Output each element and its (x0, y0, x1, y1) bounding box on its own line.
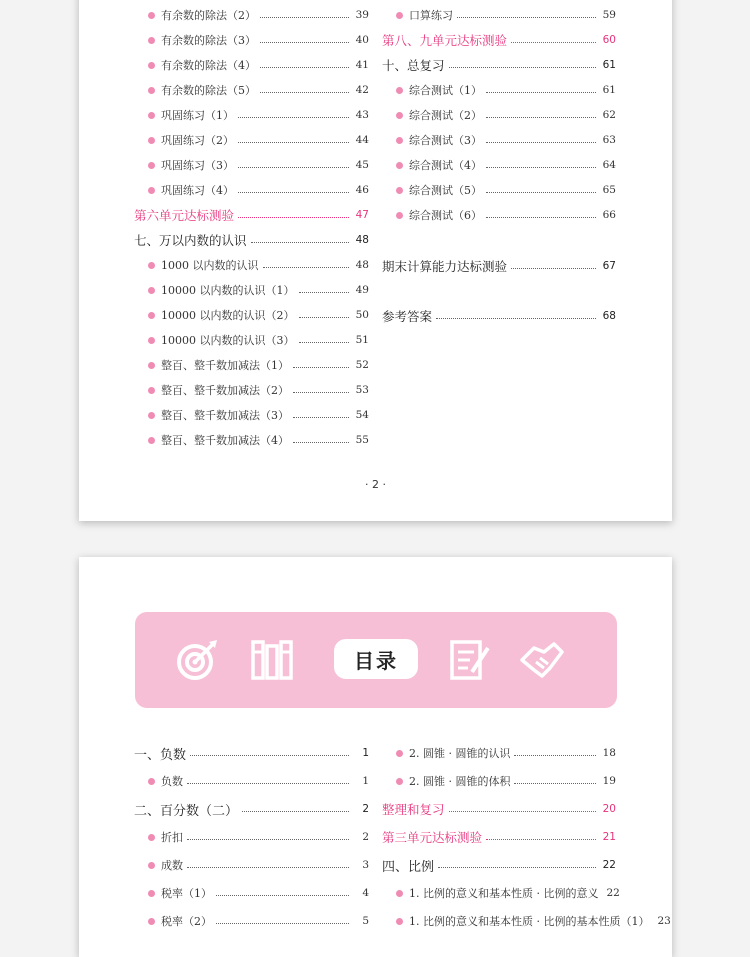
toc-entry-label: 十、总复习 (382, 58, 445, 73)
toc-entry-page: 62 (602, 109, 616, 121)
toc-entry-page: 3 (362, 859, 369, 871)
toc-entry-page: 43 (355, 109, 369, 121)
bullet-dot-icon (148, 12, 155, 19)
toc-entry[interactable] (134, 105, 369, 125)
dot-leader (486, 92, 596, 93)
toc-entry-page: 67 (602, 260, 616, 272)
toc-banner (135, 612, 617, 708)
toc-entry-label: 综合测试（4） (409, 159, 482, 172)
toc-entry-label: 第三单元达标测验 (382, 830, 483, 845)
dot-leader (251, 242, 349, 243)
toc-left-column (134, 743, 369, 943)
bullet-dot-icon (148, 337, 155, 344)
page-number: · 2 · (365, 478, 386, 491)
toc-entry-page: 1 (362, 747, 369, 759)
toc-entry-label: 1. 比例的意义和基本性质 · 比例的意义 (409, 887, 599, 900)
toc-entry-label: 二、百分数（二） (134, 803, 239, 819)
toc-entry-label: 巩固练习（1） (161, 109, 234, 122)
dot-leader (293, 392, 349, 393)
toc-entry-label: 10000 以内数的认识（2） (161, 309, 295, 322)
toc-entry-page: 2 (362, 831, 369, 843)
dot-leader (263, 267, 350, 268)
dot-leader (449, 811, 596, 812)
bullet-dot-icon (148, 437, 155, 444)
toc-entry[interactable] (134, 5, 369, 25)
toc-entry-label: 四、比例 (382, 859, 435, 875)
toc-entry-label: 参考答案 (382, 309, 433, 324)
toc-entry-page: 20 (602, 803, 616, 815)
bullet-dot-icon (396, 890, 403, 897)
dot-leader (299, 317, 350, 318)
toc-entry-label: 有余数的除法（2） (161, 9, 256, 22)
toc-entry[interactable] (382, 743, 616, 763)
toc-entry[interactable] (382, 799, 616, 819)
dot-leader (511, 42, 596, 43)
toc-entry-page: 22 (606, 887, 620, 899)
toc-entry[interactable] (382, 55, 616, 75)
toc-entry-page: 23 (657, 915, 671, 927)
toc-entry-page: 45 (355, 159, 369, 171)
dot-leader (260, 17, 349, 18)
toc-entry[interactable] (134, 911, 369, 931)
toc-entry-page: 52 (355, 359, 369, 371)
toc-entry-label: 一、负数 (134, 747, 187, 763)
handshake-icon (520, 638, 564, 682)
toc-entry[interactable] (382, 911, 671, 931)
books-icon (250, 638, 294, 682)
toc-entry-label: 七、万以内数的认识 (134, 233, 247, 248)
toc-entry-page: 55 (355, 434, 369, 446)
bullet-dot-icon (148, 890, 155, 897)
toc-entry[interactable] (134, 280, 369, 300)
toc-left-column (134, 5, 369, 465)
dot-leader (457, 17, 596, 18)
dot-leader (299, 292, 350, 293)
toc-entry-page: 42 (355, 84, 369, 96)
toc-entry[interactable] (134, 405, 369, 425)
toc-entry-label: 巩固练习（3） (161, 159, 234, 172)
toc-entry-page: 5 (362, 915, 369, 927)
toc-entry-page: 54 (355, 409, 369, 421)
toc-entry-label: 整理和复习 (382, 802, 445, 817)
bullet-dot-icon (148, 778, 155, 785)
toc-entry-page: 60 (602, 34, 616, 46)
toc-entry[interactable] (134, 355, 369, 375)
bullet-dot-icon (396, 137, 403, 144)
toc-entry[interactable] (382, 180, 616, 200)
toc-entry[interactable] (382, 771, 616, 791)
toc-entry[interactable] (134, 855, 369, 875)
dot-leader (293, 417, 349, 418)
toc-entry-page: 4 (362, 887, 369, 899)
toc-entry-label: 第六单元达标测验 (134, 208, 235, 223)
toc-entry[interactable] (382, 5, 616, 25)
toc-entry-page: 51 (355, 334, 369, 346)
bullet-dot-icon (148, 37, 155, 44)
dot-leader (238, 167, 349, 168)
toc-entry[interactable] (134, 430, 369, 450)
toc-entry-page: 47 (355, 209, 369, 221)
dot-leader (260, 92, 349, 93)
bullet-dot-icon (148, 162, 155, 169)
toc-entry[interactable] (134, 380, 369, 400)
target-icon (175, 638, 219, 682)
toc-entry[interactable] (134, 799, 369, 819)
toc-entry[interactable] (134, 55, 369, 75)
dot-leader (486, 117, 596, 118)
toc-entry[interactable] (382, 155, 616, 175)
toc-entry[interactable] (382, 883, 620, 903)
dot-leader (190, 755, 349, 756)
toc-entry-label: 成数 (161, 859, 183, 872)
toc-entry-label: 第八、九单元达标测验 (382, 33, 508, 48)
toc-entry-label: 2. 圆锥 · 圆锥的认识 (409, 747, 511, 760)
dot-leader (486, 217, 596, 218)
dot-leader (486, 192, 596, 193)
bullet-dot-icon (148, 187, 155, 194)
dot-leader (486, 167, 596, 168)
bullet-dot-icon (148, 87, 155, 94)
bullet-dot-icon (148, 312, 155, 319)
dot-leader (187, 839, 349, 840)
dot-leader (260, 42, 349, 43)
toc-entry[interactable] (382, 306, 616, 326)
dot-leader (187, 867, 349, 868)
bullet-dot-icon (396, 750, 403, 757)
bullet-dot-icon (148, 362, 155, 369)
toc-entry[interactable] (382, 80, 616, 100)
toc-entry-page: 59 (602, 9, 616, 21)
toc-entry-page: 21 (602, 831, 616, 843)
toc-entry-label: 10000 以内数的认识（3） (161, 334, 295, 347)
dot-leader (238, 142, 349, 143)
toc-right-column (382, 5, 616, 335)
toc-page-1 (79, 557, 672, 957)
dot-leader (242, 811, 349, 812)
dot-leader (238, 192, 349, 193)
toc-entry-label: 有余数的除法（4） (161, 59, 256, 72)
dot-leader (299, 342, 350, 343)
toc-entry-page: 41 (355, 59, 369, 71)
toc-entry-page: 22 (602, 859, 616, 871)
toc-entry-label: 整百、整千数加减法（2） (161, 384, 289, 397)
toc-entry-page: 68 (602, 310, 616, 322)
toc-entry-page: 2 (362, 803, 369, 815)
bullet-dot-icon (148, 62, 155, 69)
toc-entry-label: 税率（1） (161, 887, 212, 900)
toc-entry-label: 整百、整千数加减法（1） (161, 359, 289, 372)
toc-entry[interactable] (134, 827, 369, 847)
dot-leader (436, 318, 596, 319)
toc-entry-label: 有余数的除法（5） (161, 84, 256, 97)
bullet-dot-icon (148, 862, 155, 869)
dot-leader (238, 217, 349, 218)
dot-leader (514, 783, 596, 784)
toc-entry-label: 综合测试（3） (409, 134, 482, 147)
toc-entry-label: 整百、整千数加减法（3） (161, 409, 289, 422)
bullet-dot-icon (396, 778, 403, 785)
bullet-dot-icon (148, 412, 155, 419)
bullet-dot-icon (148, 112, 155, 119)
toc-entry-label: 2. 圆锥 · 圆锥的体积 (409, 775, 511, 788)
dot-leader (438, 867, 596, 868)
toc-entry-label: 折扣 (161, 831, 183, 844)
toc-entry[interactable] (134, 771, 369, 791)
dot-leader (511, 268, 596, 269)
toc-entry-label: 巩固练习（2） (161, 134, 234, 147)
toc-entry[interactable] (382, 130, 616, 150)
bullet-dot-icon (396, 112, 403, 119)
bullet-dot-icon (148, 287, 155, 294)
toc-entry[interactable] (382, 855, 616, 875)
toc-entry-label: 1. 比例的意义和基本性质 · 比例的基本性质（1） (409, 915, 650, 928)
toc-entry-label: 10000 以内数的认识（1） (161, 284, 295, 297)
toc-entry[interactable] (134, 743, 369, 763)
toc-entry-page: 64 (602, 159, 616, 171)
toc-entry-page: 46 (355, 184, 369, 196)
bullet-dot-icon (396, 212, 403, 219)
dot-leader (216, 895, 349, 896)
toc-entry[interactable] (382, 256, 616, 276)
toc-entry-page: 48 (355, 234, 369, 246)
toc-entry-label: 综合测试（2） (409, 109, 482, 122)
toc-entry[interactable] (382, 105, 616, 125)
bullet-dot-icon (148, 834, 155, 841)
dot-leader (293, 442, 349, 443)
toc-entry[interactable] (134, 205, 369, 225)
toc-entry-page: 49 (355, 284, 369, 296)
toc-entry[interactable] (134, 883, 369, 903)
toc-entry-page: 66 (602, 209, 616, 221)
toc-entry-label: 整百、整千数加减法（4） (161, 434, 289, 447)
dot-leader (293, 367, 349, 368)
toc-entry[interactable] (134, 155, 369, 175)
toc-entry-label: 综合测试（6） (409, 209, 482, 222)
toc-entry-label: 有余数的除法（3） (161, 34, 256, 47)
toc-entry-label: 1000 以内数的认识 (161, 259, 259, 272)
bullet-dot-icon (148, 387, 155, 394)
toc-entry-label: 巩固练习（4） (161, 184, 234, 197)
bullet-dot-icon (396, 187, 403, 194)
dot-leader (238, 117, 349, 118)
toc-entry-page: 40 (355, 34, 369, 46)
bullet-dot-icon (396, 918, 403, 925)
toc-entry[interactable] (134, 130, 369, 150)
dot-leader (486, 142, 596, 143)
toc-entry-page: 65 (602, 184, 616, 196)
toc-entry-label: 负数 (161, 775, 183, 788)
dot-leader (486, 839, 596, 840)
toc-entry-page: 39 (355, 9, 369, 21)
toc-entry-page: 48 (355, 259, 369, 271)
dot-leader (216, 923, 349, 924)
dot-leader (449, 67, 596, 68)
toc-entry-label: 税率（2） (161, 915, 212, 928)
bullet-dot-icon (148, 918, 155, 925)
bullet-dot-icon (148, 137, 155, 144)
toc-entry-page: 1 (362, 775, 369, 787)
toc-entry[interactable] (134, 330, 369, 350)
toc-entry-page: 19 (602, 775, 616, 787)
toc-entry-page: 53 (355, 384, 369, 396)
toc-entry[interactable] (382, 30, 616, 50)
toc-entry-page: 50 (355, 309, 369, 321)
dot-leader (187, 783, 349, 784)
dot-leader (260, 67, 349, 68)
toc-entry-page: 61 (602, 59, 616, 71)
toc-entry-label: 口算练习 (409, 9, 453, 22)
bullet-dot-icon (396, 162, 403, 169)
toc-right-column (382, 743, 671, 943)
toc-entry-label: 期末计算能力达标测验 (382, 259, 508, 274)
toc-entry-label: 综合测试（5） (409, 184, 482, 197)
bullet-dot-icon (148, 262, 155, 269)
bullet-dot-icon (396, 12, 403, 19)
toc-entry[interactable] (134, 80, 369, 100)
toc-title: 目录 (334, 639, 418, 679)
toc-entry[interactable] (134, 180, 369, 200)
bullet-dot-icon (396, 87, 403, 94)
toc-entry[interactable] (382, 205, 616, 225)
toc-entry[interactable] (382, 827, 616, 847)
toc-entry-page: 63 (602, 134, 616, 146)
toc-entry[interactable] (134, 230, 369, 250)
toc-entry-page: 18 (602, 747, 616, 759)
toc-entry[interactable] (134, 305, 369, 325)
toc-entry-page: 61 (602, 84, 616, 96)
dot-leader (514, 755, 596, 756)
toc-entry-page: 44 (355, 134, 369, 146)
notepad-icon (448, 638, 492, 682)
toc-page-2 (79, 0, 672, 521)
toc-entry[interactable] (134, 30, 369, 50)
toc-entry[interactable] (134, 255, 369, 275)
toc-entry-label: 综合测试（1） (409, 84, 482, 97)
